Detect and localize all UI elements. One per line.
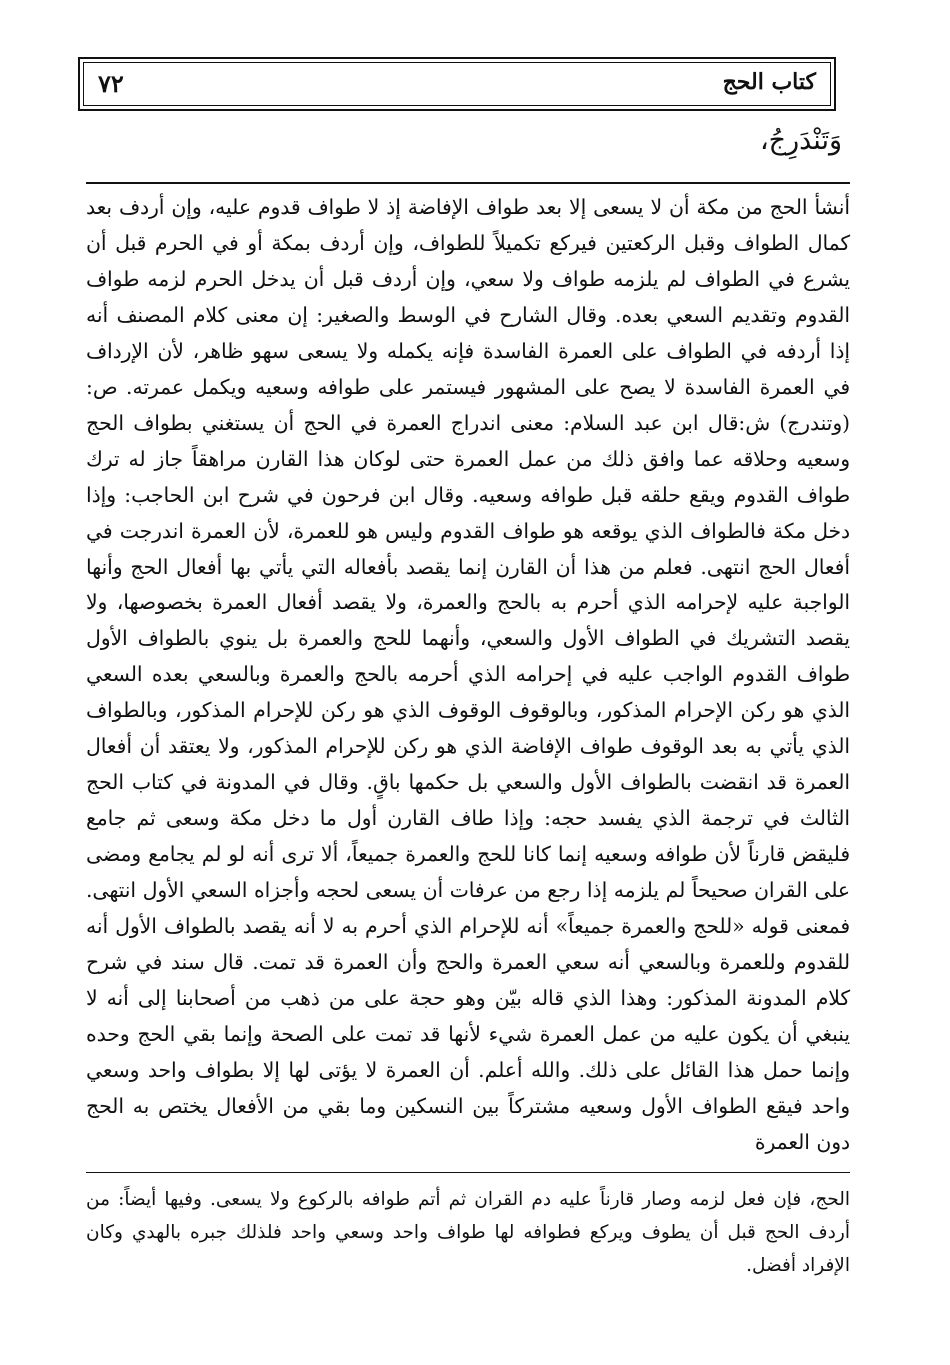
footnote-block (86, 1183, 850, 1282)
page-number: ٧٢ (98, 69, 124, 98)
footnote-separator-rule (86, 1172, 850, 1173)
footnote-text: الحج، فإن فعل لزمه وصار قارناً عليه دم القران ثم أتم طوافه بالركوع ولا يسعى. وفيها أيضاً: من أردف الحج قبل أن يطوف ويركع فطوافه لها طواف واحد وسعي واحد فلذلك جبره بالهدي وكان الإفراد أفضل. (86, 1189, 850, 1276)
commentary-body (86, 190, 850, 1161)
commentary-paragraph: أنشأ الحج من مكة أن لا يسعى إلا بعد طواف الإفاضة إذ لا طواف قدوم عليه، وإن أردف بعد كمال الطواف وقبل الركعتين فيركع تكميلاً للطواف، وإن أردف بمكة أو في الحرم قبل أن يشرع في الطواف لم يلزمه طواف ولا سعي، وإن أردف قبل أن يدخل الحرم لزمه طواف القدوم وتقديم السعي بعده. وقال الشارح في الوسط والصغير: إن معنى كلام المصنف أنه إذا أردفه في الطواف على العمرة الفاسدة فإنه يكمله ولا يسعى سهو ظاهر، لأن الإرداف في العمرة الفاسدة لا يصح على المشهور فيستمر على طوافه وسعيه ويكمل عمرته. ص: (وتندرج) ش:قال ابن عبد السلام: معنى اندراج العمرة في الحج أن يستغني بطواف الحج وسعيه وحلاقه عما وافق ذلك من عمل العمرة حتى لوكان هذا القارن مراهقاً جاز له ترك طواف القدوم ويقع حلقه قبل طوافه وسعيه. وقال ابن فرحون في شرح ابن الحاجب: وإذا دخل مكة فالطواف الذي يوقعه هو طواف القدوم وليس هو للعمرة، لأن العمرة اندرجت في أفعال الحج انتهى. فعلم من هذا أن القارن إنما يقصد بأفعاله التي يأتي بها أفعال الحج وأنها الواجبة عليه لإحرامه الذي أحرم به بالحج والعمرة، ولا يقصد أفعال العمرة بخصوصها، ولا يقصد التشريك في الطواف الأول والسعي، وأنهما للحج والعمرة بل ينوي بالطواف الأول طواف القدوم الواجب عليه في إحرامه الذي أحرمه بالحج والعمرة وبالسعي بعده السعي الذي هو ركن الإحرام المذكور، وبالوقوف الوقوف الذي هو ركن للإحرام المذكور، وبالطواف الذي يأتي به بعد الوقوف طواف الإفاضة الذي هو ركن للإحرام المذكور، ولا يعتقد أن أفعال العمرة قد انقضت بالطواف الأول والسعي بل حكمها باقٍ. وقال في المدونة في كتاب الحج الثالث في ترجمة الذي يفسد حجه: وإذا طاف القارن أول ما دخل مكة وسعى ثم جامع فليقض قارناً لأن طوافه وسعيه إنما كانا للحج والعمرة جميعاً، ألا ترى أنه لو لم يجامع ومضى على القران صحيحاً لم يلزمه إذا رجع من عرفات أن يسعى لحجه وأجزاه السعي الأول انتهى. فمعنى قوله «للحج والعمرة جميعاً» أنه للإحرام الذي أحرم به لا أنه يقصد بالطواف الأول أنه للقدوم وللعمرة وبالسعي أنه سعي العمرة والحج وأن العمرة قد تمت. قال سند في شرح كلام المدونة المذكور: وهذا الذي قاله بيّن وهو حجة على من ذهب من أصحابنا إلى أنه لا ينبغي أن يكون عليه من عمل العمرة شيء لأنها قد تمت على الصحة وإنما بقي الحج وحده وإنما حمل هذا القائل على ذلك. والله أعلم. أن العمرة لا يؤتى لها إلا بطواف واحد وسعي واحد فيقع الطواف الأول وسعيه مشتركاً بين النسكين وما بقي من الأفعال يختص به الحج دون العمرة (86, 195, 850, 1154)
matn-text: وَتَنْدَرِجُ، (759, 125, 842, 156)
matn-separator-rule (86, 182, 850, 184)
running-header-box (78, 57, 836, 111)
running-header-title: كتاب الحج (722, 69, 816, 95)
